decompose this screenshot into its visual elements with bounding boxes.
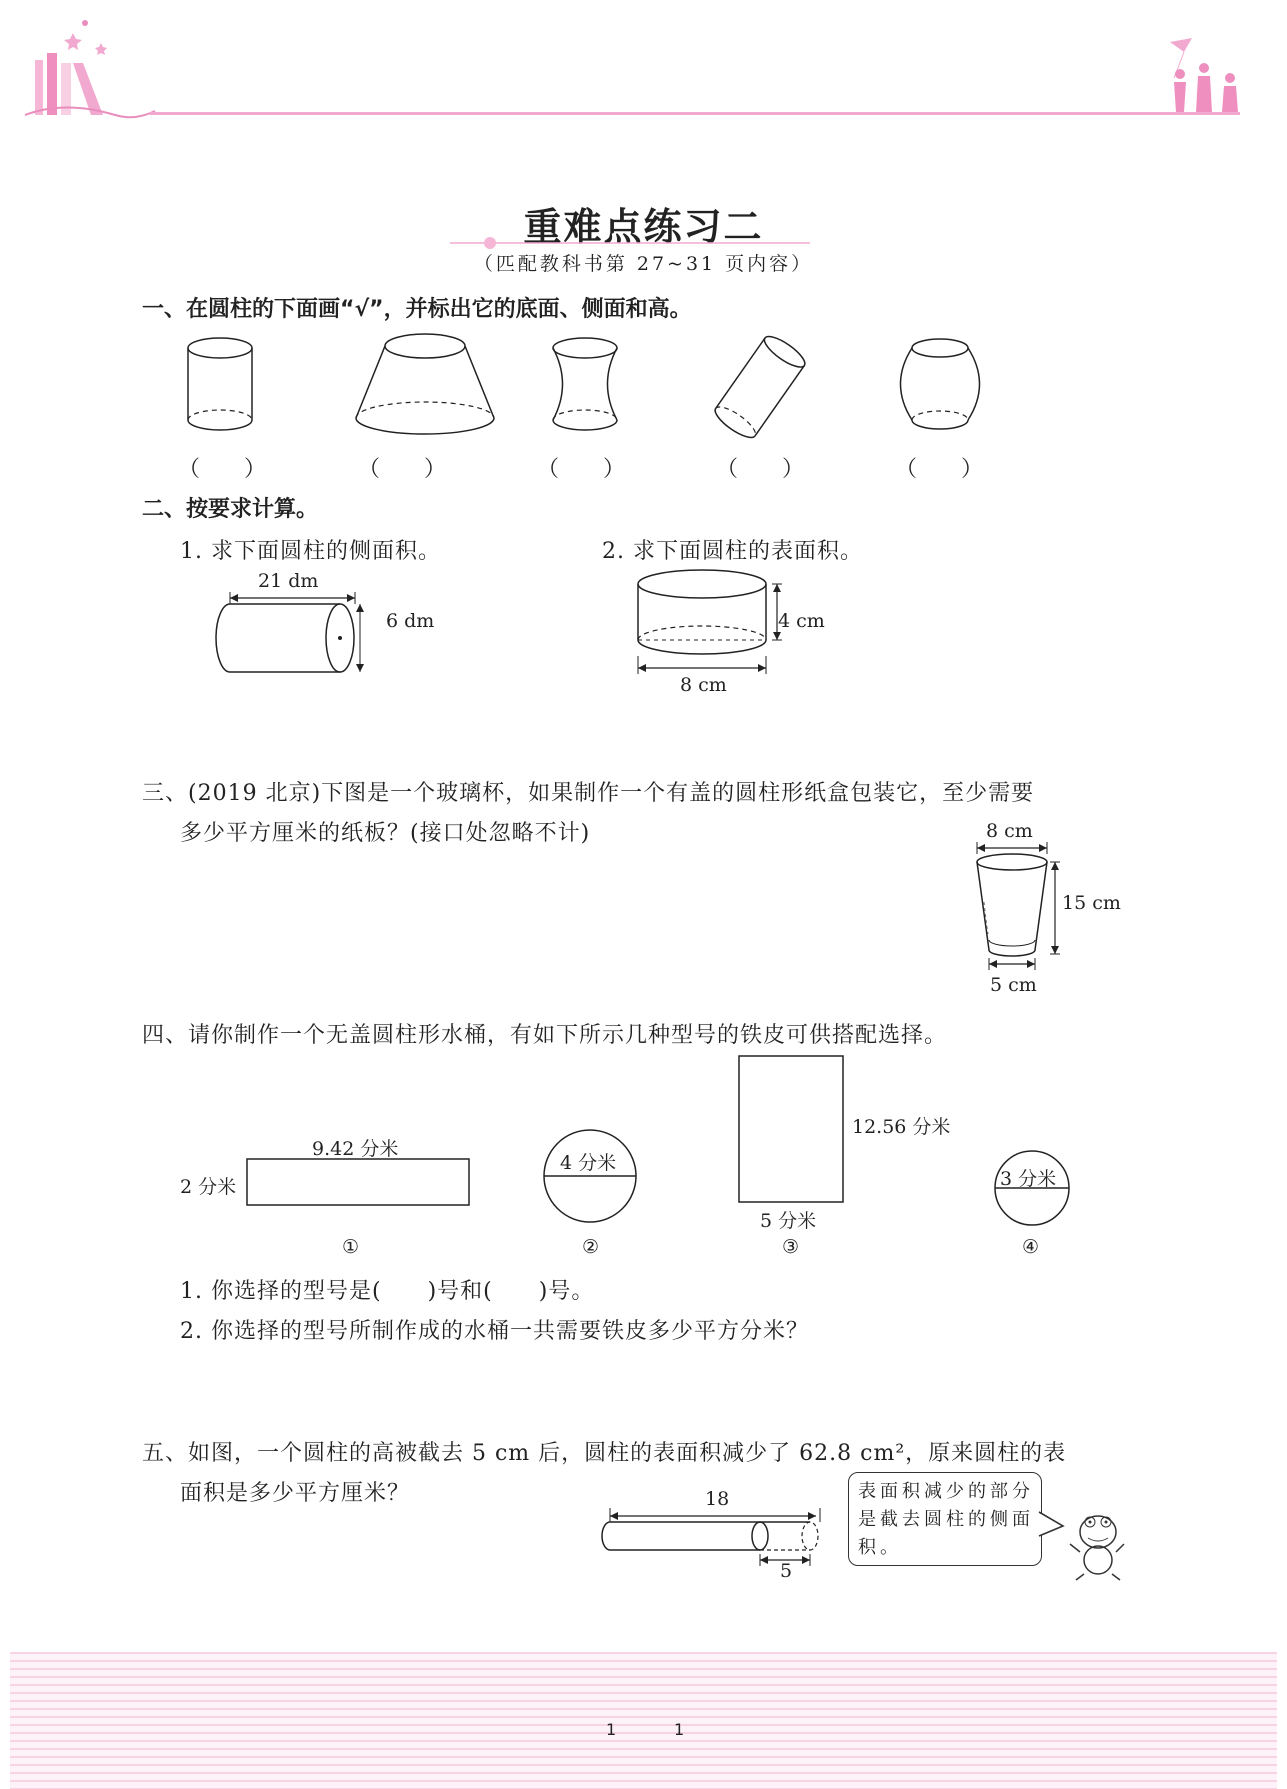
q4-circle4-diameter: 3 分米 [1000,1168,1057,1190]
q3-bottom-diameter: 5 cm [990,974,1037,996]
q4-rect-1 [246,1158,472,1208]
q5-cut-length: 5 [780,1560,793,1582]
q4-sub1: 1. 你选择的型号是( )号和( )号。 [180,1279,595,1304]
q3-line2: 多少平方厘米的纸板？(接口处忽略不计) [180,821,591,846]
header-rule [150,112,1240,115]
children-kite-icon [1160,38,1250,118]
q5-length: 18 [705,1488,730,1510]
q4-text: 四、请你制作一个无盖圆柱形水桶，有如下所示几种型号的铁皮可供搭配选择。 [142,1023,948,1048]
page-number-right: 1 [674,1720,685,1739]
q2-fig2-diameter: 8 cm [680,674,727,696]
q4-rect3-height: 12.56 分米 [852,1116,951,1138]
q4-rect3-width: 5 分米 [760,1210,817,1232]
q4-rect1-length: 9.42 分米 [312,1138,399,1160]
q4-mark-4: ④ [1022,1236,1040,1258]
q4-sub2: 2. 你选择的型号所制作成的水桶一共需要铁皮多少平方分米？ [180,1319,809,1344]
q4-mark-1: ① [342,1236,360,1258]
q4-circle-2 [542,1128,642,1228]
answer-blank-2[interactable]: （ ） [358,457,447,482]
q4-mark-3: ③ [782,1236,800,1258]
q5-line1: 五、如图，一个圆柱的高被截去 5 cm 后，圆柱的表面积减少了 62.8 cm²，原来圆柱的表 [142,1441,1067,1466]
q2-sub1: 1. 求下面圆柱的侧面积。 [180,539,441,564]
q2-fig1-diameter: 6 dm [386,610,435,632]
shape-tilted-cylinder [710,332,810,442]
q3-height: 15 cm [1062,892,1121,914]
page-subtitle: （匹配教科书第 27~31 页内容） [473,253,814,275]
cartoon-frog-icon [1068,1504,1128,1584]
header-logo-icon [25,15,175,125]
answer-blank-1[interactable]: （ ） [178,457,267,482]
q3-top-diameter: 8 cm [986,820,1033,842]
page-title: 重难点练习二 [523,204,764,249]
q4-rect1-width: 2 分米 [180,1176,237,1198]
q3-line1: 三、(2019 北京)下图是一个玻璃杯，如果制作一个有盖的圆柱形纸盒包装它，至少需要 [142,781,1035,806]
q2-fig2-height: 4 cm [778,610,825,632]
answer-blank-3[interactable]: （ ） [537,457,626,482]
q5-line2: 面积是多少平方厘米？ [180,1481,411,1506]
q4-rect-3 [738,1055,848,1205]
q3-glass-cup [972,842,1062,982]
q2-upright-cylinder [630,568,800,688]
hint-bubble-text: 表面积减少的部分是截去圆柱的侧面积。 [858,1481,1034,1558]
q1-text: 一、在圆柱的下面画“√”，并标出它的底面、侧面和高。 [142,297,692,322]
q2-sub2: 2. 求下面圆柱的表面积。 [602,539,863,564]
answer-blank-4[interactable]: （ ） [716,457,805,482]
q2-fig1-length: 21 dm [258,570,319,592]
shape-hourglass [540,336,630,436]
shape-barrel [895,336,985,436]
q2-horizontal-cylinder [210,590,370,680]
title-underline [450,236,810,250]
page-number-left: 1 [606,1720,617,1739]
q4-circle2-diameter: 4 分米 [560,1152,617,1174]
shape-frustum [350,330,500,440]
answer-blank-5[interactable]: （ ） [895,457,984,482]
bubble-tail [1039,1510,1069,1540]
footer-band [10,1652,1277,1789]
q2-heading: 二、按要求计算。 [142,497,319,522]
shape-cylinder [180,336,260,436]
q4-mark-2: ② [582,1236,600,1258]
